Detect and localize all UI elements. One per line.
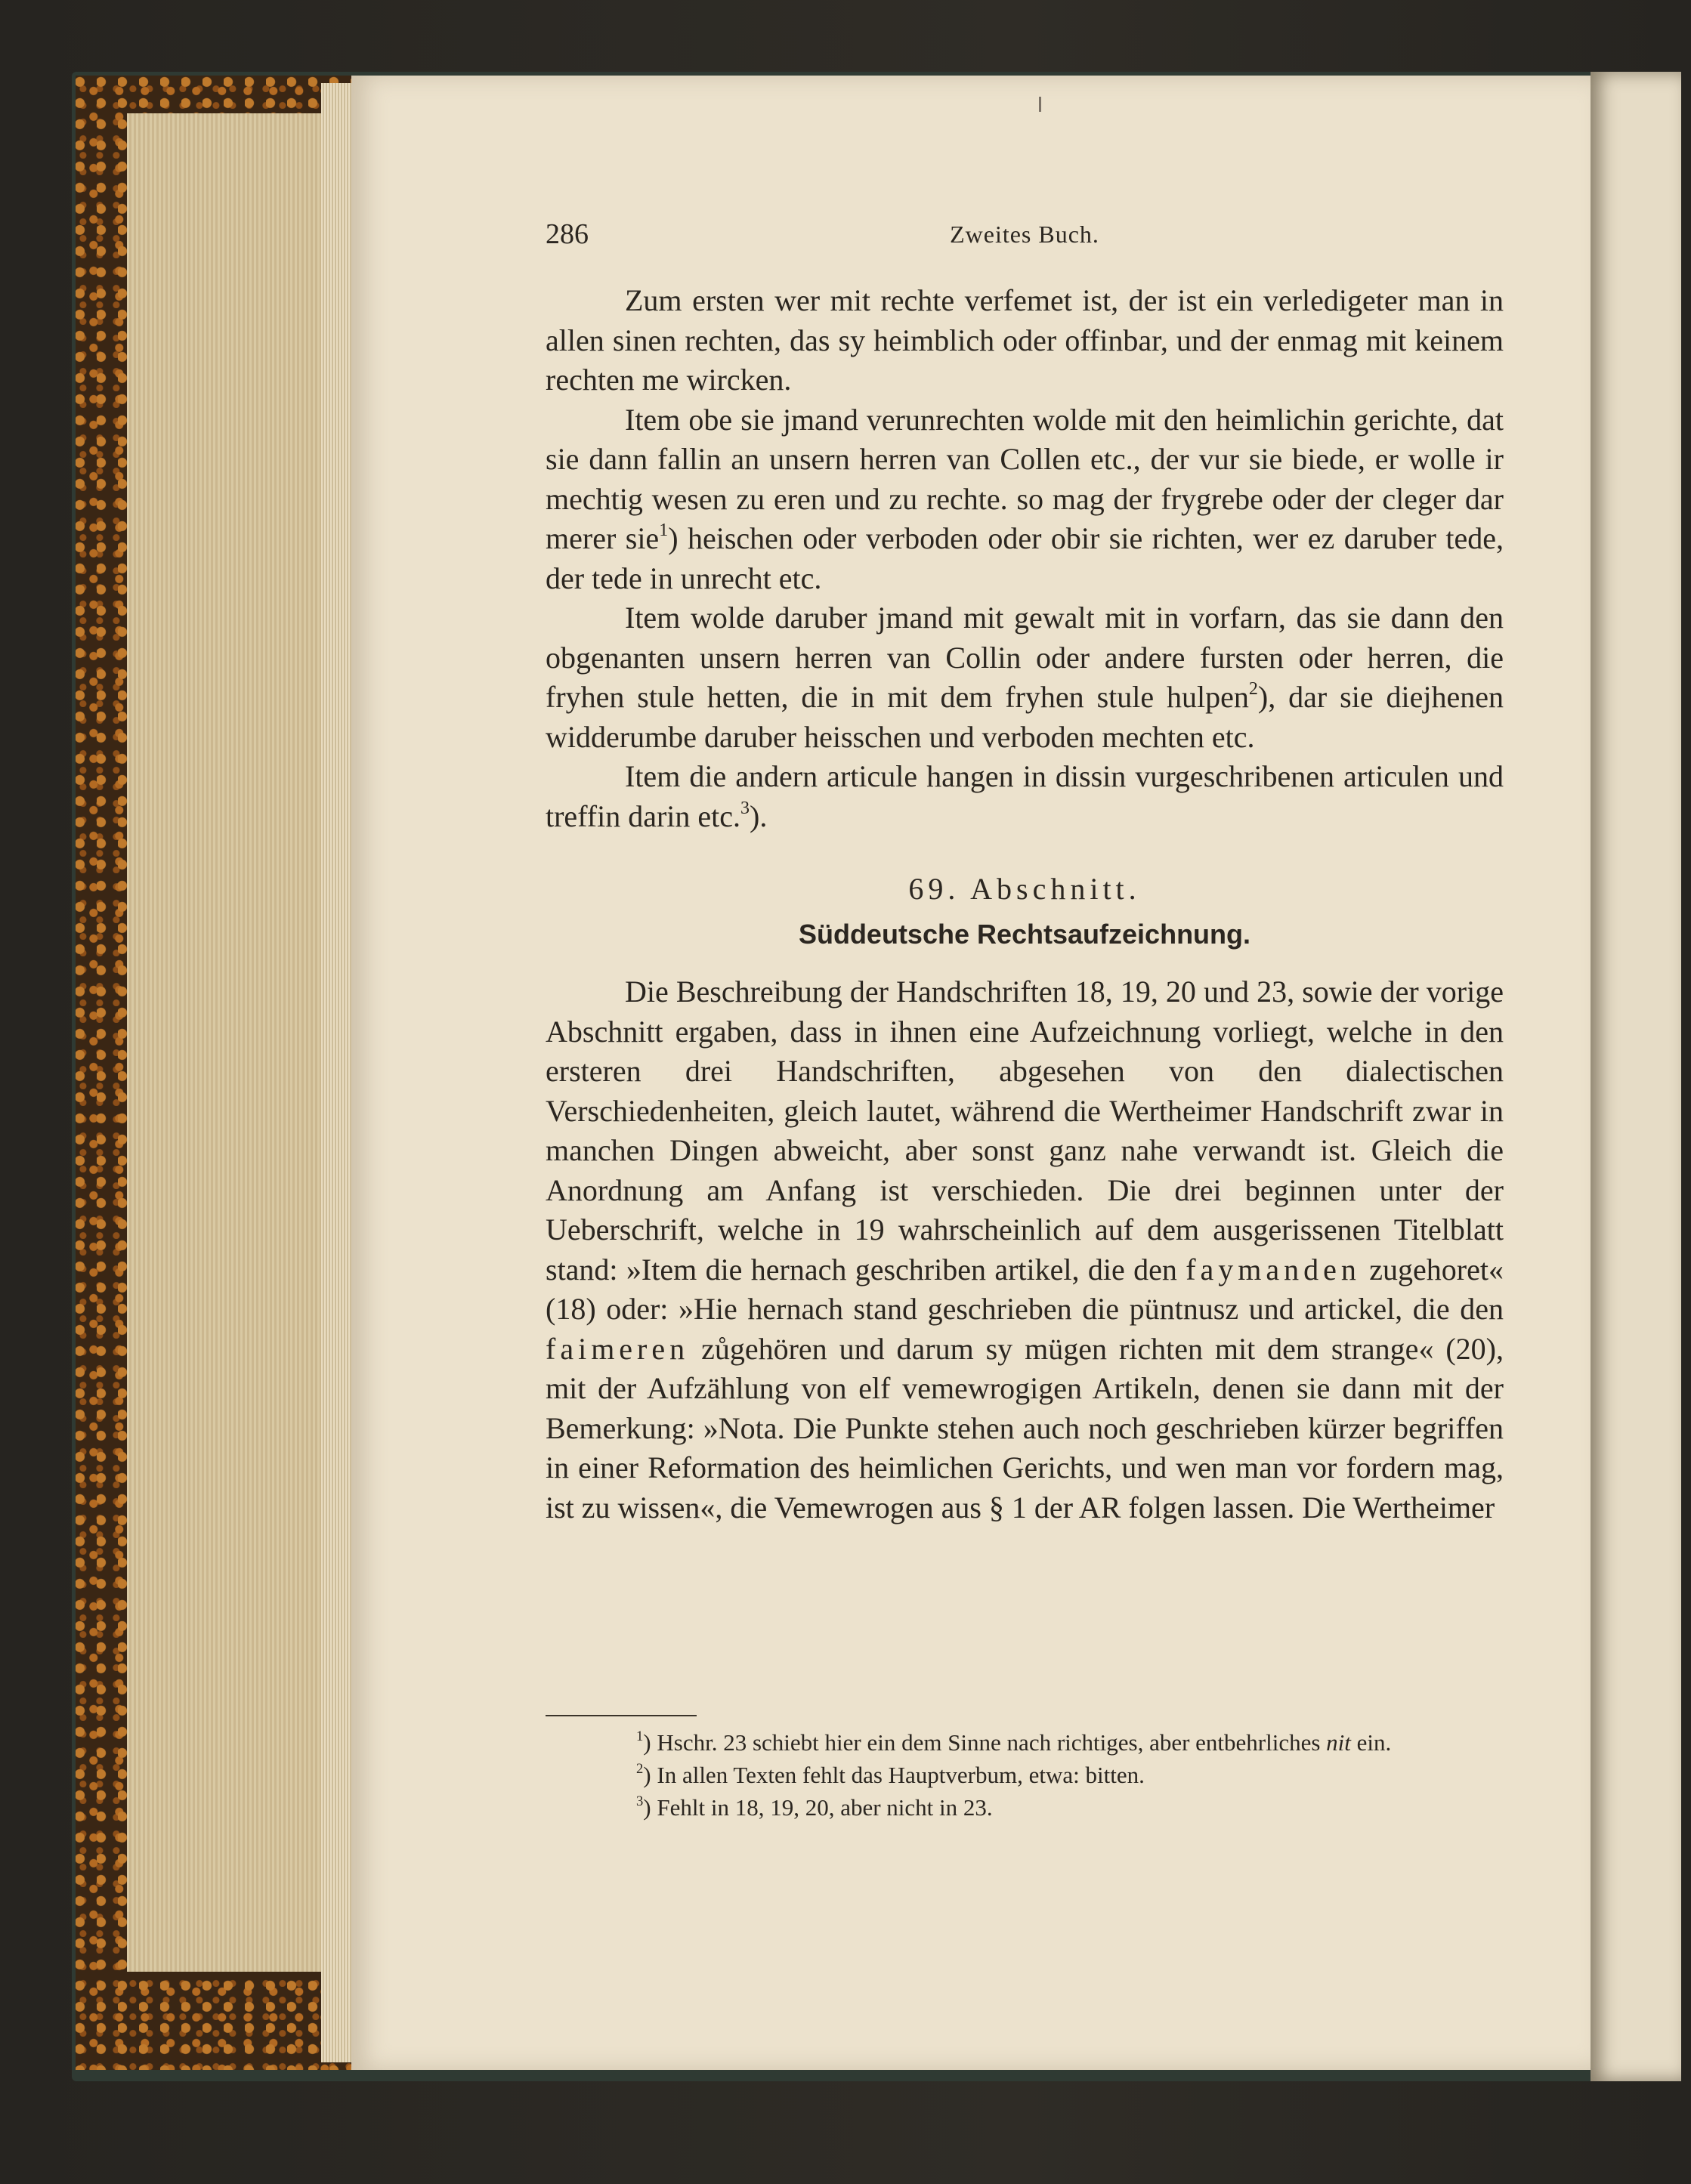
paragraph-1: Zum ersten wer mit rechte verfemet ist, der ist ein verledigeter man in allen sinen rechten, das sy heimblich oder offinbar, und der enmag mit keinem rechten me wircken.: [546, 283, 1504, 397]
footnote-ref-3: 3: [740, 798, 750, 818]
footnote-ref-1: 1: [659, 521, 669, 541]
running-head: [546, 218, 1504, 255]
spaced-term-1: faymanden: [1186, 1252, 1361, 1287]
paragraph-2: Item obe sie jmand verunrechten wolde mit den heimlichin gerichte, dat sie dann fallin an unsern herren van Collen etc., der vur sie biede, er wolle ir mechtig wesen zu eren und zu rechte. so mag der frygrebe oder der cleger dar merer sie$^1$) heischen oder verboden oder obir sie richten, wer ez daruber tede, der tede in unrecht etc.: [546, 402, 1504, 595]
footnote-2: $^2$) In allen Texten fehlt das Hauptverbum, etwa: bitten.: [636, 1760, 1145, 1788]
footnote-rule: [546, 1715, 697, 1716]
paragraph-3: Item wolde daruber jmand mit gewalt mit in vorfarn, das sie dann den obgenanten unsern herren van Collin oder andere fursten oder herren, die fryhen stule hetten, die in mit dem fryhen stule hulpen$^2$), dar sie diejhenen widderumbe daruber heisschen und verboden mechten etc.: [546, 601, 1504, 754]
footnote-ref-2: 2: [1248, 679, 1258, 700]
footnotes: [546, 1726, 1504, 1824]
section-subtitle: Süddeutsche Rechtsaufzeichnung.: [798, 919, 1251, 950]
running-title: Zweites Buch.: [950, 221, 1099, 248]
section-number: 69. Abschnitt.: [908, 872, 1141, 906]
facing-page: [1591, 72, 1681, 2081]
footnote-3: $^3$) Fehlt in 18, 19, 20, aber nicht in 23.: [636, 1793, 993, 1821]
spaced-term-2: faimeren: [546, 1331, 690, 1366]
stray-mark: [1039, 97, 1041, 112]
footnote-1: $^1$) Hschr. 23 schiebt hier ein dem Sinne nach richtiges, aber entbehrliches nit ein.: [636, 1728, 1392, 1756]
page-number: 286: [546, 218, 589, 250]
page-block-edge: [127, 113, 354, 1972]
paragraph-4: Item die andern articule hangen in dissin vurgeschribenen articulen und treffin darin etc.$^3$).: [546, 759, 1504, 833]
main-text: [546, 281, 1504, 1528]
paragraph-5: Die Beschreibung der Handschriften 18, 19, 20 und 23, sowie der vorige Abschnitt ergaben, dass in ihnen eine Aufzeichnung vorliegt, welche in den ersteren drei Handschriften, abgesehen von den dialectischen Verschiedenheiten, gleich lautet, während die Wertheimer Handschrift zwar in manchen Dingen abweicht, aber sonst ganz nahe verwandt ist. Gleich die Anordnung am Anfang ist verschieden. Die drei beginnen unter der Ueberschrift, welche in 19 wahrscheinlich auf dem ausgerissenen Titelblatt stand: »Item die hernach geschriben artikel, die den faymanden zugehoret« (18) oder: »Hie hernach stand geschrieben die püntnusz und artickel, die den faimeren zůgehören und darum sy mügen richten mit dem strange« (20), mit der Aufzählung von elf vemewrogigen Artikeln, denen sie dann mit der Bemerkung: »Nota. Die Punkte stehen auch noch geschrieben kürzer begriffen in einer Reformation des heimlichen Gerichts, und wen man vor fordern mag, ist zu wissen«, die Vemewrogen aus § 1 der AR folgen lassen. Die Wertheimer: [546, 975, 1504, 1524]
